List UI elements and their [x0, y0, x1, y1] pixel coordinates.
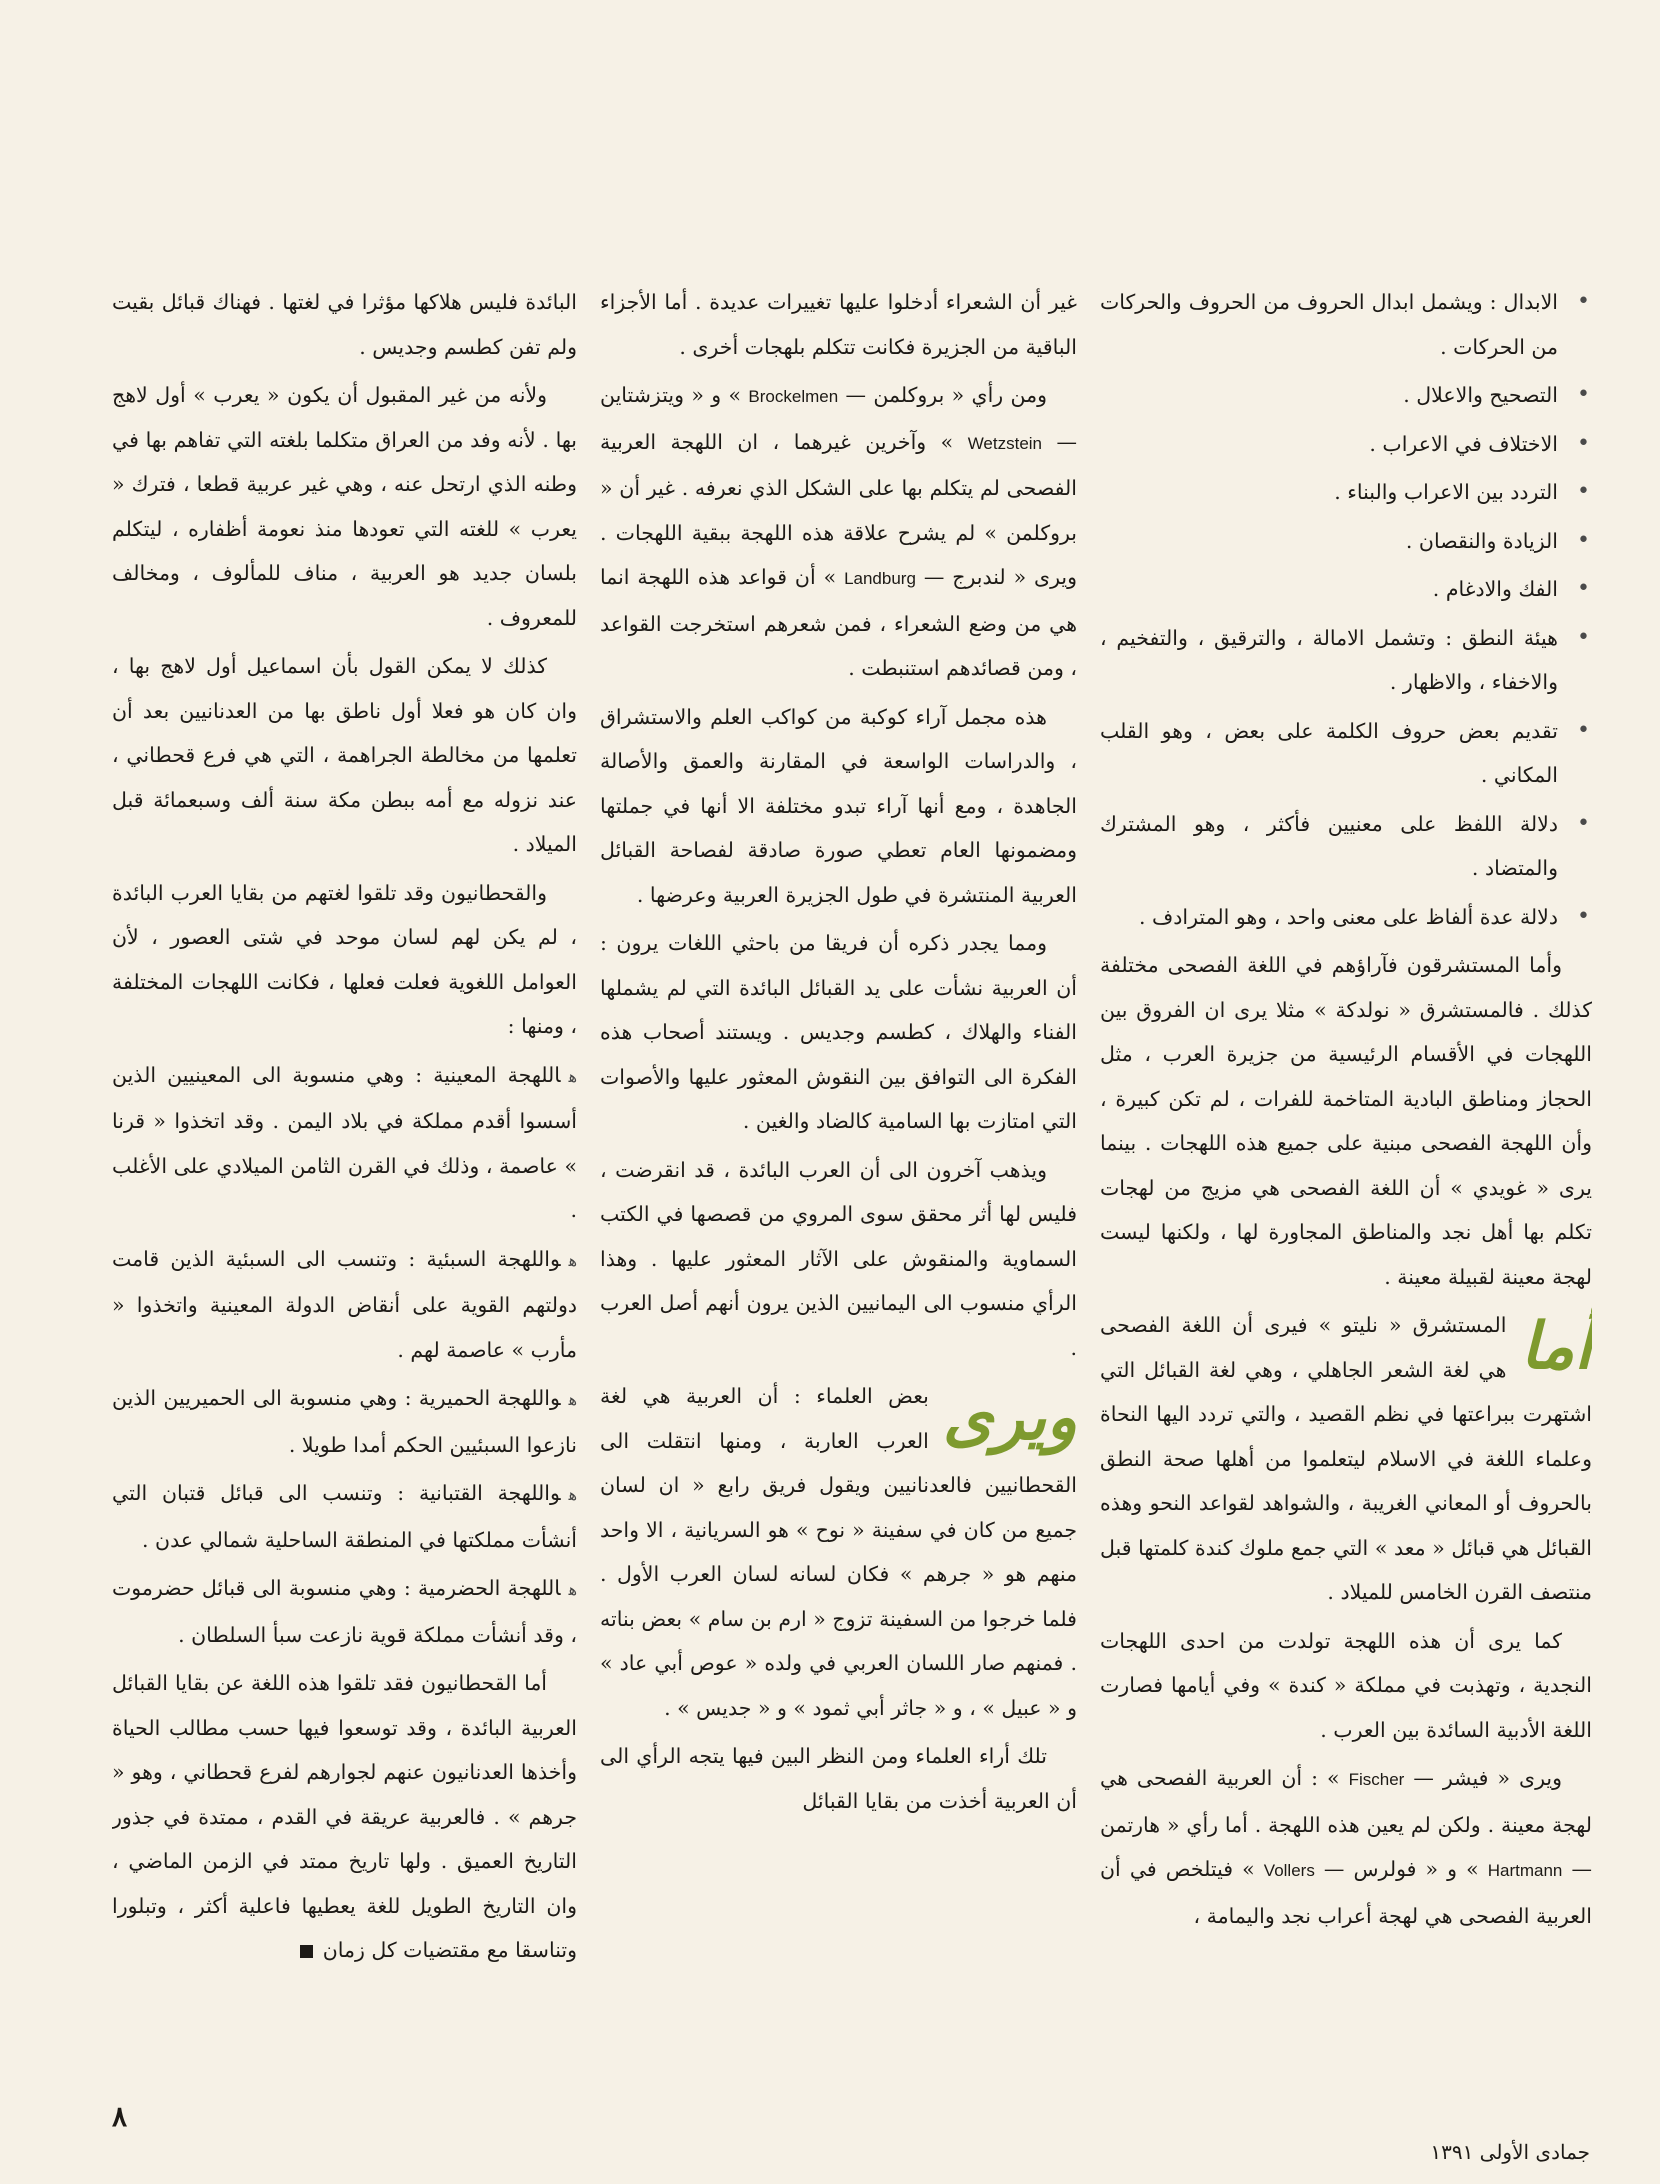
issue-date: جمادى الأولى ١٣٩١	[1430, 2140, 1590, 2164]
paragraph: البائدة فليس هلاكها مؤثرا في لغتها . فهناك قبائل بقيت ولم تفن كطسم وجديس .	[112, 290, 577, 359]
text-column-left	[112, 280, 577, 2050]
paragraph: هذه مجمل آراء كوكبة من كواكب العلم والاستشراق ، والدراسات الواسعة في المقارنة والعمق والأصالة الجاهدة ، ومع أنها آراء تبدو مختلفة الا أنها في جملتها ومضمونها العام تعطي صورة صادقة لفصاحة القبائل العربية المنتشرة في طول الجزيرة العربية وعرضها .	[600, 704, 1077, 907]
list-item: • التصحيح والاعلال .	[1100, 373, 1592, 418]
latin-name: Vollers	[1263, 1861, 1315, 1880]
list-item: • الاختلاف في الاعراب .	[1100, 422, 1592, 467]
dialect-entry	[112, 1053, 577, 1233]
dialect-text: اللهجة الحضرمية : وهي منسوبة الى قبائل حضرموت ، وقد أنشأت مملكة قوية نازعت سبأ السلطان .	[112, 1576, 577, 1647]
paragraph	[600, 373, 1077, 691]
latin-name: Landburg	[844, 569, 916, 588]
list-item: • هيئة النطق : وتشمل الامالة ، والترقيق ، والتفخيم ، والاخفاء ، والاظهار .	[1100, 616, 1592, 705]
entry-marker: ه	[568, 1485, 577, 1504]
text-run: ويرى « فيشر —	[1404, 1766, 1562, 1790]
text-column-right	[1100, 280, 1592, 2050]
end-of-article-mark	[300, 1945, 313, 1958]
dialect-entry	[112, 1237, 577, 1373]
paragraph: وأما المستشرقون فآراؤهم في اللغة الفصحى مختلفة كذلك . فالمستشرق « نولدكة » مثلا يرى ان الفروق بين اللهجات في الأقسام الرئيسية من جزيرة العرب ، مثل الحجاز ومناطق البادية المتاخمة للفرات ، لم تكن كبيرة ، وأن اللهجة الفصحى مبنية على جميع هذه اللهجات . بينما يرى « غويدي » أن اللغة الفصحى هي مزيج من لهجات تكلم بها أهل نجد والمناطق المجاورة لها ، ولكنها ليست لهجة معينة لقبيلة معينة .	[1100, 953, 1592, 1289]
paragraph: تلك أراء العلماء ومن النظر البين فيها يتجه الرأي الى أن العربية أخذت من بقايا القبائل	[600, 1744, 1077, 1813]
list-item: • دلالة عدة ألفاظ على معنى واحد ، وهو المترادف .	[1100, 895, 1592, 940]
paragraph: غير أن الشعراء أدخلوا عليها تغييرات عديدة . أما الأجزاء الباقية من الجزيرة فكانت تتكلم بلهجات أخرى .	[600, 290, 1077, 359]
text-run: » أن قواعد هذه اللهجة انما هي من وضع الشعراء ، فمن شعرهم استخرجت القواعد ، ومن قصائدهم استنبطت .	[600, 565, 1077, 680]
text-column-middle	[600, 280, 1077, 2050]
paragraph-with-dropcap	[1100, 1303, 1592, 1615]
paragraph-text: أما القحطانيون فقد تلقوا هذه اللغة عن بقايا القبائل العربية البائدة ، وقد توسعوا فيها حسب مطالب الحياة وأخذها العدنانيون عنهم لجوارهم لفرع قحطاني ، وهو « جرهم » . فالعربية عريقة في القدم ، ممتدة في جذور التاريخ العميق . ولها تاريخ ممتد في الزمن الماضي ، وان التاريخ الطويل للغة يعطيها فاعلية أكثر ، وتبلورا وتناسقا مع مقتضيات كل زمان	[112, 1671, 577, 1962]
paragraph: كما يرى أن هذه اللهجة تولدت من احدى اللهجات النجدية ، وتهذبت في مملكة « كندة » وفي أيامها فصارت اللغة الأدبية السائدة بين العرب .	[1100, 1628, 1592, 1742]
dialect-entry	[112, 1471, 577, 1562]
text-run: » فيتلخص في أن العربية الفصحى هي لهجة أعراب نجد واليمامة ،	[1100, 1857, 1592, 1928]
latin-name: Fischer	[1348, 1770, 1405, 1789]
entry-marker: ه	[568, 1250, 577, 1270]
page-number: ٨	[112, 2100, 128, 2133]
paragraph	[1100, 1756, 1592, 1938]
text-run: ومن رأي « بروكلمن —	[838, 383, 1047, 407]
text-run: » و « فولرس —	[1314, 1857, 1488, 1881]
list-item: • الفك والادغام .	[1100, 567, 1592, 612]
paragraph	[112, 1661, 577, 1973]
text-run: » و « ويتزشتاين —	[600, 383, 1077, 454]
list-item: • الزيادة والنقصان .	[1100, 519, 1592, 564]
list-item: • دلالة اللفظ على معنيين فأكثر ، وهو المشترك والمتضاد .	[1100, 802, 1592, 891]
entry-marker: ه	[568, 1390, 577, 1409]
dropcap: أما	[1520, 1309, 1592, 1384]
paragraph: ومما يجدر ذكره أن فريقا من باحثي اللغات يرون : أن العربية نشأت على يد القبائل البائدة التي لم يشملها الفناء والهلاك ، كطسم وجديس . ويستند أصحاب هذه الفكرة الى التوافق بين النقوش المعثور عليها والأصوات التي امتازت بها السامية كالضاد والغين .	[600, 931, 1077, 1133]
paragraph-text: المستشرق « نليتو » فيرى أن اللغة الفصحى هي لغة الشعر الجاهلي ، وهي لغة القبائل التي اشتهرت ببراعتها في نظم القصيد ، والتي تردد اليها النحاة وعلماء اللغة في الاسلام ليتعلموا من أهلها صحة النطق بالحروف أو المعاني الغريبة ، والشواهد لقواعد النحو وهذه القبائل هي قبائل « معد » التي جمع ملوك كندة كلمتها قبل منتصف القرن الخامس للميلاد .	[1100, 1313, 1592, 1604]
text-run: » : أن العربية الفصحى هي لهجة معينة . ولكن لم يعين هذه اللهجة . أما رأي « هارتمن —	[1100, 1766, 1592, 1881]
paragraph: ويذهب آخرون الى أن العرب البائدة ، قد انقرضت ، فليس لها أثر محقق سوى المروي من قصصها في الكتب السماوية والمنقوش على الآثار المعثور عليها . وهذا الرأي منسوب الى اليمانيين الذين يرون أنهم أصل العرب .	[600, 1157, 1077, 1360]
dialect-text: اللهجة المعينية : وهي منسوبة الى المعينيين الذين أسسوا أقدم مملكة في بلاد اليمن . وقد اتخذوا « قرنا » عاصمة ، وذلك في القرن الثامن الميلادي على الأغلب .	[112, 1062, 577, 1222]
list-item: • الابدال : ويشمل ابدال الحروف من الحروف والحركات من الحركات .	[1100, 280, 1592, 369]
dialect-entry	[112, 1376, 577, 1467]
latin-name: Brockelmen	[748, 387, 839, 406]
text-run: » وآخرين غيرهما ، ان اللهجة العربية الفصحى لم يتكلم بها على الشكل الذي نعرفه . غير أن « بروكلمن » لم يشرح علاقة هذه اللهجة ببقية اللهجات . ويرى « لندبرج —	[600, 429, 1077, 589]
paragraph-text: بعض العلماء : أن العربية هي لغة العرب العاربة ، ومنها انتقلت الى القحطانيين فالعدنانيين ويقول فريق رابع « ان لسان جميع من كان في سفينة « نوح » هو السريانية ، الا واحد منهم هو « جرهم » فكان لسانه لسان العرب الأول . فلما خرجوا من السفينة تزوج « ارم بن سام » بعض بناته . فمنهم صار اللسان العربي في ولده « عوص أبي عاد » و « عبيل » ، و « جاثر أبي ثمود » و « جديس » .	[600, 1384, 1077, 1720]
paragraph: والقحطانيون وقد تلقوا لغتهم من بقايا العرب البائدة ، لم يكن لهم لسان موحد في شتى العصور ، لأن العوامل اللغوية فعلت فعلها ، فكانت اللهجات المختلفة ، ومنها :	[112, 880, 577, 1038]
paragraph: ولأنه من غير المقبول أن يكون « يعرب » أول لاهج بها . لأنه وفد من العراق متكلما بلغته التي تفاهم بها في وطنه الذي ارتحل عنه ، وهي غير عربية قطعا ، فترك « يعرب » للغته التي تعودها منذ نعومة أظفاره ، ليتكلم بلسان جديد هو العربية ، مناف للمألوف ، ومخالف للمعروف .	[112, 383, 577, 630]
list-item: • تقديم بعض حروف الكلمة على بعض ، وهو القلب المكاني .	[1100, 709, 1592, 798]
dialect-text: واللهجة السبئية : وتنسب الى السبئية الذين قامت دولتهم القوية على أنقاض الدولة المعينية واتخذوا « مأرب » عاصمة لهم .	[112, 1246, 577, 1362]
entry-marker: ه	[568, 1066, 577, 1086]
latin-name: Wetzstein	[967, 433, 1043, 453]
dialect-text: واللهجة الحميرية : وهي منسوبة الى الحميريين الذين نازعوا السبئيين الحكم أمدا طويلا .	[112, 1386, 577, 1457]
latin-name: Hartmann	[1487, 1861, 1563, 1880]
paragraph: كذلك لا يمكن القول بأن اسماعيل أول لاهج بها ، وان كان هو فعلا أول ناطق بها من العدنانيين بعد أن تعلمها من مخالطة الجراهمة ، التي هي فرع قحطاني ، عند نزوله مع أمه ببطن مكة سنة ألف وسبعمائة قبل الميلاد .	[112, 654, 577, 856]
paragraph-with-dropcap	[600, 1374, 1077, 1730]
feature-list	[1100, 280, 1592, 939]
list-item: • التردد بين الاعراب والبناء .	[1100, 470, 1592, 515]
dialect-text: واللهجة القتبانية : وتنسب الى قبائل قتبان التي أنشأت مملكتها في المنطقة الساحلية شمالي عدن .	[112, 1481, 577, 1552]
entry-marker: ه	[568, 1580, 577, 1599]
dialect-entry	[112, 1566, 577, 1657]
dropcap: ويرى	[942, 1380, 1077, 1455]
